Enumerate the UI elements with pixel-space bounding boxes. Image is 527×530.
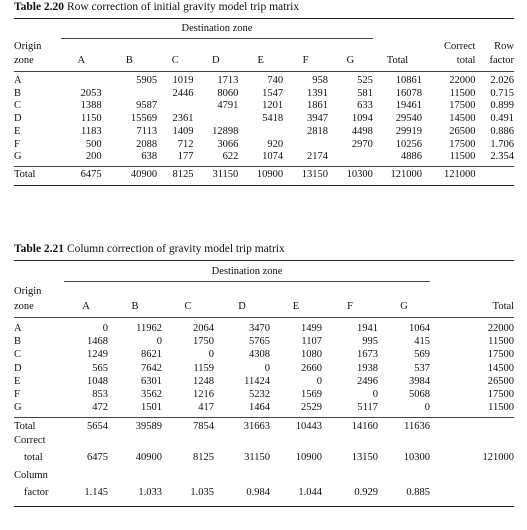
cell: 1.044 — [298, 487, 322, 499]
cell: 1750 — [193, 336, 214, 348]
cell: 5068 — [409, 389, 430, 401]
cell: 0.929 — [354, 487, 378, 499]
table-row-correct-label — [14, 434, 514, 447]
table-row — [14, 151, 514, 164]
cell: 1409 — [172, 125, 194, 137]
cell: 1216 — [193, 389, 214, 401]
cell-factor — [475, 167, 514, 184]
cell: 11962 — [136, 323, 162, 334]
cell: 1201 — [262, 100, 284, 112]
column-header: G — [346, 55, 355, 66]
cell: 1713 — [217, 75, 239, 86]
row-origin: D — [14, 362, 22, 374]
row-origin: B — [14, 87, 22, 99]
cell-total: 4886 — [401, 151, 423, 163]
table-title: Row correction of initial gravity model trip matrix — [66, 1, 300, 13]
bottom-rule — [14, 185, 514, 186]
zone-label: zone — [14, 301, 34, 312]
cell: 1941 — [357, 323, 378, 334]
cell: 0 — [424, 402, 430, 414]
cell: 8125 — [172, 169, 194, 181]
cell-total: 29540 — [395, 113, 423, 125]
row-origin: E — [14, 125, 21, 137]
cell: 6475 — [87, 452, 108, 464]
cell: 1107 — [301, 336, 322, 348]
cell-factor: 1.706 — [490, 138, 514, 150]
correct-label: Correct — [443, 41, 476, 52]
cell: 1074 — [262, 151, 284, 163]
header-rule — [14, 317, 514, 318]
cell — [238, 126, 283, 139]
column-header: B — [125, 55, 133, 66]
cell-total: 22000 — [487, 323, 514, 334]
row-origin: B — [14, 336, 22, 348]
cell: 1.035 — [190, 487, 214, 499]
table-caption — [14, 242, 514, 257]
column-header: A — [77, 55, 86, 66]
cell: 4791 — [217, 100, 239, 112]
cell: 853 — [92, 389, 108, 401]
cell: 1569 — [301, 389, 322, 401]
cell: 2496 — [357, 375, 378, 387]
row-label: Correct — [14, 434, 46, 446]
cell: 1064 — [409, 323, 430, 334]
cell: 40900 — [135, 452, 162, 464]
cell: 10900 — [256, 169, 284, 181]
column-header: B — [131, 301, 139, 312]
cell: 1.033 — [138, 487, 162, 499]
total-rule — [14, 417, 514, 418]
row-label: Column — [14, 469, 48, 481]
cell-correct: 17500 — [449, 138, 476, 150]
cell — [157, 100, 193, 113]
total-header: Total — [386, 55, 409, 66]
total-row-table — [14, 167, 514, 184]
cell: 0 — [316, 375, 322, 387]
table-row — [14, 126, 514, 139]
row-origin: C — [14, 349, 22, 361]
cell: 5905 — [136, 75, 158, 86]
column-header: C — [171, 55, 179, 66]
cell: 31150 — [212, 169, 239, 181]
cell: 8621 — [141, 349, 162, 361]
cell: 1159 — [193, 362, 214, 374]
table-row-correct — [14, 447, 514, 469]
row-origin: E — [14, 375, 21, 387]
cell: 4308 — [249, 349, 270, 361]
zone-label: zone — [14, 55, 34, 66]
cell: 5418 — [262, 113, 284, 125]
row-origin: C — [14, 100, 22, 112]
cell-total: 11500 — [488, 336, 514, 348]
cell: 10300 — [403, 452, 430, 464]
cell: 537 — [414, 362, 430, 374]
row-origin: A — [14, 75, 22, 86]
origin-label: Origin — [14, 41, 42, 52]
column-header: F — [347, 301, 353, 312]
cell-total: 14500 — [487, 362, 514, 374]
destination-zone-header: Destination zone — [211, 266, 283, 277]
row-label: Total — [14, 169, 36, 181]
cell: 1019 — [172, 75, 194, 86]
cell: 6301 — [141, 375, 162, 387]
cell-correct: 11500 — [449, 151, 476, 163]
table-row-factor — [14, 482, 514, 504]
cell: 569 — [414, 349, 430, 361]
cell-factor: 2.026 — [490, 75, 514, 86]
cell: 2970 — [351, 138, 373, 150]
table-row — [14, 375, 514, 388]
cell: 0.984 — [246, 487, 270, 499]
cell: 1388 — [80, 100, 102, 112]
cell: 1547 — [262, 87, 284, 99]
row-origin: F — [14, 389, 20, 401]
cell: 177 — [177, 151, 194, 163]
cell: 40900 — [130, 169, 158, 181]
cell-correct: 17500 — [449, 100, 476, 112]
column-header: D — [238, 301, 246, 312]
row-origin: A — [14, 323, 22, 334]
column-header: C — [184, 301, 192, 312]
cell: 7642 — [141, 362, 162, 374]
cell: 958 — [312, 75, 329, 86]
cell-total: 10861 — [395, 75, 423, 86]
cell-total: 29919 — [395, 125, 423, 137]
row-label: factor — [24, 487, 49, 499]
cell-correct: 22000 — [449, 75, 476, 86]
cell: 1249 — [87, 349, 108, 361]
cell: 995 — [362, 336, 378, 348]
cell: 200 — [85, 151, 102, 163]
column-header: E — [292, 301, 300, 312]
column-header: G — [400, 301, 408, 312]
cell — [283, 139, 328, 152]
table-caption — [14, 0, 514, 15]
cell: 2446 — [172, 87, 194, 99]
cell: 15569 — [130, 113, 158, 125]
cell: 0 — [264, 362, 270, 374]
cell: 5765 — [249, 336, 270, 348]
cell: 0 — [372, 389, 378, 401]
cell: 1673 — [357, 349, 378, 361]
cell: 1.145 — [84, 487, 108, 499]
cell — [193, 113, 238, 126]
cell: 1094 — [351, 113, 373, 125]
cell: 13150 — [301, 169, 329, 181]
cell: 2361 — [172, 113, 194, 125]
cell-total: 17500 — [487, 349, 514, 361]
column-header: A — [82, 301, 90, 312]
column-header: E — [257, 55, 264, 66]
table-row — [14, 139, 514, 152]
row-origin: D — [14, 113, 22, 125]
destination-zone-header: Destination zone — [181, 23, 253, 34]
cell: 8125 — [193, 452, 214, 464]
cell: 12898 — [212, 125, 239, 137]
table-row — [14, 167, 514, 184]
cell: 2174 — [307, 151, 329, 163]
cell: 1468 — [87, 336, 108, 348]
row-label: Row — [494, 41, 514, 52]
data-table-body — [14, 75, 514, 164]
table-title: Column correction of gravity model trip matrix — [66, 243, 285, 255]
cell-total: 26500 — [487, 375, 514, 387]
cell: 13150 — [351, 452, 378, 464]
row-factor-header: factor — [489, 55, 514, 66]
cell: 633 — [357, 100, 373, 112]
cell: 2053 — [80, 87, 102, 99]
table-column-correction — [14, 242, 514, 507]
cell-total: 121000 — [390, 169, 423, 181]
column-header: D — [212, 55, 220, 66]
cell: 2529 — [301, 402, 322, 414]
cell: 0 — [102, 323, 108, 334]
cell-total — [430, 420, 514, 433]
cell: 31663 — [243, 421, 270, 433]
cell-total: 17500 — [487, 389, 514, 401]
cell: 712 — [177, 138, 194, 150]
table-row — [14, 362, 514, 375]
table-row — [14, 388, 514, 401]
cell: 3984 — [409, 375, 430, 387]
cell: 10300 — [346, 169, 373, 181]
table-row — [14, 88, 514, 101]
cell-correct: 14500 — [449, 113, 476, 125]
row-origin: G — [14, 151, 22, 163]
cell: 1499 — [301, 323, 322, 334]
cell — [102, 88, 158, 101]
cell-factor: 2.354 — [490, 151, 514, 163]
cell-correct: 11500 — [449, 87, 476, 99]
cell: 525 — [357, 75, 373, 86]
row-label: Total — [14, 421, 36, 433]
data-table — [14, 19, 514, 68]
cell: 6475 — [80, 169, 102, 181]
cell: 5654 — [87, 421, 108, 433]
cell: 417 — [198, 402, 214, 414]
cell: 1391 — [307, 87, 329, 99]
cell: 1048 — [87, 375, 108, 387]
cell: 2660 — [301, 362, 322, 374]
cell: 1938 — [357, 362, 378, 374]
cell: 39589 — [135, 421, 162, 433]
cell-correct: 26500 — [449, 125, 476, 137]
cell: 472 — [92, 402, 108, 414]
table-number: Table 2.20 — [14, 1, 65, 13]
cell: 0.885 — [406, 487, 430, 499]
cell: 1861 — [307, 100, 329, 112]
cell: 920 — [267, 138, 284, 150]
cell: 581 — [357, 87, 373, 99]
correct-total-header: total — [456, 55, 476, 66]
header-rule — [14, 71, 514, 72]
cell-total: 10256 — [395, 138, 423, 150]
cell: 31150 — [244, 452, 270, 464]
cell-factor: 0.715 — [490, 87, 514, 99]
data-table — [14, 261, 514, 314]
row-origin: G — [14, 402, 22, 414]
cell: 415 — [414, 336, 430, 348]
cell: 14160 — [351, 421, 378, 433]
cell: 1464 — [249, 402, 270, 414]
cell — [61, 75, 102, 88]
cell: 11424 — [244, 375, 270, 387]
cell: 0 — [208, 349, 214, 361]
cell: 3947 — [307, 113, 329, 125]
cell: 740 — [267, 75, 284, 86]
table-row-total — [14, 420, 514, 433]
table-row — [14, 335, 514, 348]
cell: 4498 — [351, 125, 373, 137]
row-label: total — [24, 452, 43, 464]
data-table-body — [14, 322, 514, 414]
table-row — [14, 113, 514, 126]
cell — [328, 151, 373, 164]
total-header: Total — [492, 301, 515, 312]
cell: 1150 — [80, 113, 102, 125]
cell: 8060 — [217, 87, 239, 99]
cell: 1501 — [141, 402, 162, 414]
cell: 2818 — [307, 125, 329, 137]
table-row — [14, 322, 514, 335]
table-row — [14, 100, 514, 113]
cell: 7854 — [193, 421, 214, 433]
cell-total: 16078 — [395, 87, 423, 99]
cell: 10900 — [295, 452, 322, 464]
cell: 500 — [85, 138, 102, 150]
cell-total: 121000 — [482, 452, 514, 464]
table-row — [14, 348, 514, 361]
table-number: Table 2.21 — [14, 243, 65, 255]
cell: 3562 — [141, 389, 162, 401]
cell-factor: 0.491 — [490, 113, 514, 125]
cell: 5117 — [357, 402, 378, 414]
cell: 565 — [92, 362, 108, 374]
cell: 638 — [141, 151, 158, 163]
table-row-correction — [14, 0, 514, 186]
cell-factor: 0.886 — [490, 125, 514, 137]
cell-correct: 121000 — [443, 169, 476, 181]
cell: 3470 — [249, 323, 270, 334]
cell: 3066 — [217, 138, 239, 150]
cell-total: 19461 — [395, 100, 423, 112]
cell: 1080 — [301, 349, 322, 361]
cell-total — [430, 482, 514, 504]
column-header: F — [302, 55, 309, 66]
bottom-rule — [14, 506, 514, 507]
table-row — [14, 75, 514, 88]
cell: 11636 — [404, 421, 430, 433]
cell: 1248 — [193, 375, 214, 387]
cell: 2088 — [136, 138, 158, 150]
cell: 7113 — [136, 125, 158, 137]
cell: 622 — [222, 151, 239, 163]
row-origin: F — [14, 138, 20, 150]
summary-rows-table — [14, 420, 514, 504]
cell: 9587 — [136, 100, 158, 112]
cell: 5232 — [249, 389, 270, 401]
cell: 2064 — [193, 323, 214, 334]
cell-factor: 0.899 — [490, 100, 514, 112]
table-row-factor-label — [14, 469, 514, 482]
cell-total: 11500 — [488, 402, 514, 414]
table-row — [14, 401, 514, 414]
cell: 1183 — [80, 125, 102, 137]
cell: 10443 — [295, 421, 322, 433]
cell: 0 — [156, 336, 162, 348]
origin-label: Origin — [14, 286, 42, 297]
